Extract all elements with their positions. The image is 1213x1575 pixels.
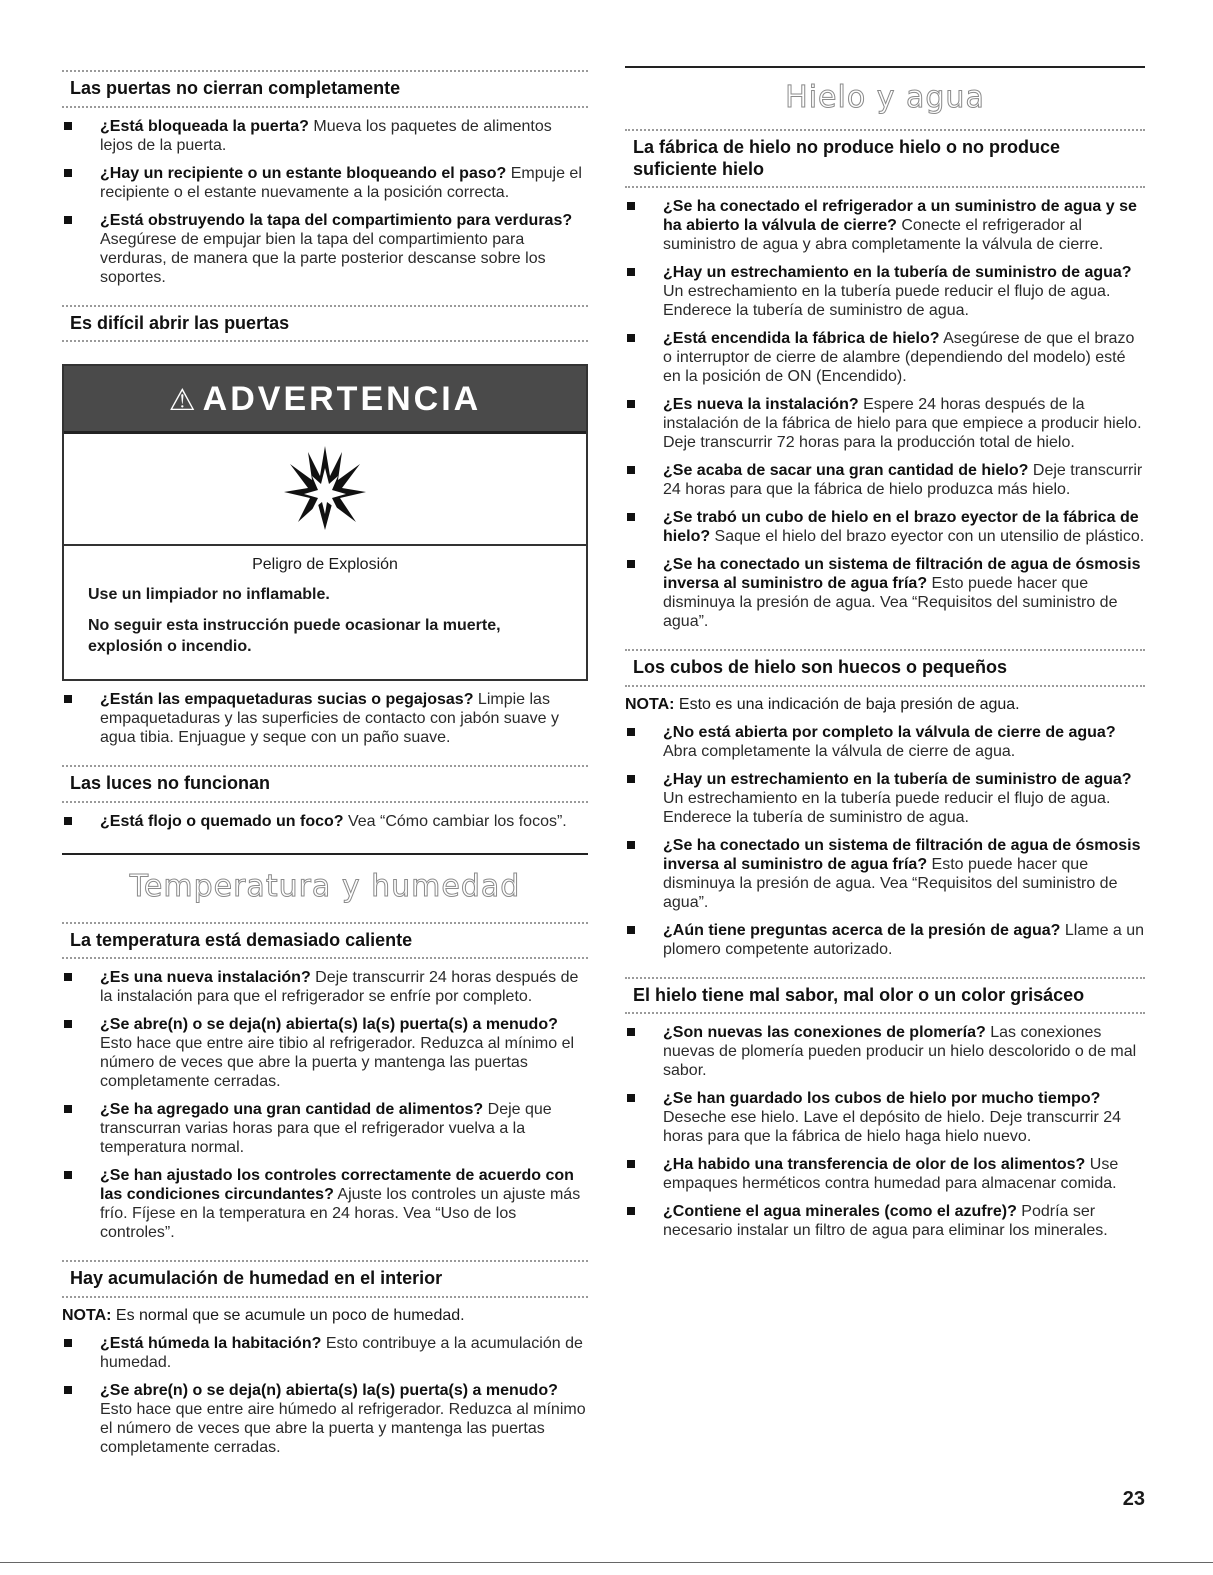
question: ¿Se ha conectado un sistema de filtración de agua de ósmosis inversa al suministro de agua fría? [663, 836, 1141, 873]
list-lights [62, 812, 588, 831]
list-item [625, 723, 1145, 761]
section-title-ice-water: Hielo y agua [785, 80, 985, 115]
answer: Use empaques herméticos contra humedad para almacenar comida. [663, 1156, 1119, 1193]
heading-doors-open: Es difícil abrir las puertas [62, 305, 588, 343]
list-item [625, 770, 1145, 827]
explosion-icon [280, 442, 370, 532]
bottom-rule [0, 1562, 1213, 1563]
answer: Espere 24 horas después de la instalación de la fábrica de hielo para que empiece a producir hielo. Deje transcurrir 72 horas para la producción total de hielo. [663, 396, 1142, 452]
list-item [62, 1381, 588, 1457]
question: ¿Se acaba de sacar una gran cantidad de hielo? [663, 462, 1029, 480]
list-bad-taste [625, 1023, 1145, 1240]
question: ¿Ha habido una transferencia de olor de los alimentos? [663, 1156, 1086, 1174]
warning-hazard: Peligro de Explosión [252, 556, 398, 574]
section-rule [62, 853, 588, 855]
answer: Abra completamente la válvula de cierre de agua. [663, 742, 1016, 760]
note-text: Esto es una indicación de baja presión de agua. [674, 695, 1020, 713]
question: ¿Aún tiene preguntas acerca de la presión de agua? [663, 921, 1061, 939]
answer: Ajuste los controles un ajuste más frío. Fíjese en la temperatura en 24 horas. Vea “Uso de los controles”. [100, 1186, 581, 1242]
question: ¿Se abre(n) o se deja(n) abierta(s) la(s) puerta(s) a menudo? [100, 1016, 558, 1034]
hollow-note [625, 695, 1145, 714]
right-column [625, 60, 1145, 1240]
answer: Esto contribuye a la acumulación de humedad. [100, 1334, 583, 1371]
answer: Deseche ese hielo. Lave el depósito de hielo. Deje transcurrir 24 horas para que la fábrica de hielo haga hielo nuevo. [663, 1109, 1122, 1146]
list-doors-open [62, 690, 588, 747]
note-label: NOTA: [625, 695, 675, 713]
answer: Vea “Cómo cambiar los focos”. [343, 812, 567, 830]
heading-bad-taste: El hielo tiene mal sabor, mal olor o un color grisáceo [625, 977, 1145, 1015]
list-item [62, 690, 588, 747]
left-column [62, 60, 588, 1457]
list-item [625, 1202, 1145, 1240]
question: ¿Hay un recipiente o un estante bloqueando el paso? [100, 164, 507, 182]
answer: Llame a un plomero competente autorizado. [663, 921, 1145, 958]
question: ¿Son nuevas las conexiones de plomería? [663, 1024, 986, 1042]
question: ¿Están las empaquetaduras sucias o pegajosas? [100, 691, 474, 709]
answer: Un estrechamiento en la tubería puede reducir el flujo de agua. Enderece la tubería de suministro de agua. [663, 789, 1111, 826]
question: ¿Hay un estrechamiento en la tubería de suministro de agua? [663, 770, 1132, 788]
answer: Deje que transcurran varias horas para que el refrigerador vuelva a la temperatura normal. [100, 1101, 552, 1157]
list-ice-maker [625, 197, 1145, 631]
heading-ice-maker: La fábrica de hielo no produce hielo o no produce suficiente hielo [625, 129, 1145, 188]
answer: Deje transcurrir 24 horas para que la fábrica de hielo produzca más hielo. [663, 462, 1143, 499]
list-item [625, 461, 1145, 499]
humidity-note [62, 1306, 588, 1325]
answer: Deje transcurrir 24 horas después de la instalación para que el refrigerador se enfríe por completo. [100, 969, 579, 1006]
answer: Asegúrese de empujar bien la tapa del compartimiento para verduras, de manera que la parte posterior descanse sobre los soportes. [100, 230, 546, 286]
list-item [625, 197, 1145, 254]
answer: Asegúrese de que el brazo o interruptor de cierre de alambre (dependiendo del modelo) esté en la posición de ON (Encendido). [663, 330, 1135, 386]
list-hollow-cubes [625, 723, 1145, 959]
page-number: 23 [1122, 1488, 1145, 1510]
list-item [62, 211, 588, 287]
list-item [625, 1023, 1145, 1080]
list-item [625, 263, 1145, 320]
answer: Saque el hielo del brazo eyector con un utensilio de plástico. [710, 528, 1145, 546]
answer: Las conexiones nuevas de plomería pueden producir un hielo descolorido o de mal sabor. [663, 1024, 1137, 1080]
question: ¿Está húmeda la habitación? [100, 1334, 322, 1352]
list-item [62, 1100, 588, 1157]
question: ¿Es una nueva instalación? [100, 969, 311, 987]
question: ¿Se han guardado los cubos de hielo por mucho tiempo? [663, 1090, 1101, 1108]
answer: Limpie las empaquetaduras y las superficies de contacto con jabón suave y agua tibia. Enjuague y seque con un paño suave. [100, 691, 559, 747]
question: ¿Está obstruyendo la tapa del compartimiento para verduras? [100, 211, 573, 229]
question: ¿Se trabó un cubo de hielo en el brazo eyector de la fábrica de hielo? [663, 509, 1139, 546]
list-item [625, 395, 1145, 452]
question: ¿Es nueva la instalación? [663, 396, 859, 414]
question: ¿Contiene el agua minerales (como el azufre)? [663, 1203, 1017, 1221]
list-item [625, 508, 1145, 546]
question: ¿Está flojo o quemado un foco? [100, 812, 344, 830]
heading-lights: Las luces no funcionan [62, 765, 588, 803]
warning-body [64, 546, 586, 679]
answer: Podría ser necesario instalar un filtro de agua para eliminar los minerales. [663, 1203, 1108, 1240]
answer: Esto puede hacer que disminuya la presión de agua. Vea “Requisitos del suministro de agua”. [663, 855, 1118, 911]
answer: Mueva los paquetes de alimentos lejos de la puerta. [100, 117, 552, 154]
list-item [625, 555, 1145, 631]
answer: Un estrechamiento en la tubería puede reducir el flujo de agua. Enderece la tubería de suministro de agua. [663, 283, 1111, 320]
question: ¿Se ha conectado el refrigerador a un suministro de agua y se ha abierto la válvula de cierre? [663, 198, 1137, 235]
note-text: Es normal que se acumule un poco de humedad. [111, 1306, 465, 1324]
list-item [625, 1155, 1145, 1193]
question: ¿Se ha agregado una gran cantidad de alimentos? [100, 1101, 484, 1119]
answer: Conecte el refrigerador al suministro de agua y abra completamente la válvula de cierre. [663, 217, 1104, 254]
list-item [625, 1089, 1145, 1146]
heading-humidity: Hay acumulación de humedad en el interior [62, 1260, 588, 1298]
list-item [62, 1166, 588, 1242]
section-title-temperature: Temperatura y humedad [129, 868, 521, 904]
question: ¿Hay un estrechamiento en la tubería de suministro de agua? [663, 264, 1132, 282]
section-rule [625, 66, 1145, 68]
answer: Esto puede hacer que disminuya la presión de agua. Vea “Requisitos del suministro de agua”. [663, 575, 1118, 631]
list-doors-close [62, 117, 588, 287]
list-item [62, 1015, 588, 1091]
warning-header [64, 366, 586, 434]
list-humidity [62, 1334, 588, 1457]
question: ¿No está abierta por completo la válvula de cierre de agua? [663, 723, 1116, 741]
list-item [625, 836, 1145, 912]
question: ¿Está bloqueada la puerta? [100, 117, 309, 135]
heading-hollow-cubes: Los cubos de hielo son huecos o pequeños [625, 649, 1145, 687]
list-item [62, 968, 588, 1006]
heading-doors-close: Las puertas no cierran completamente [62, 70, 588, 108]
answer: Esto hace que entre aire húmedo al refrigerador. Reduzca al mínimo el número de veces que abre la puerta y mantenga las puertas completamente cerradas. [100, 1400, 586, 1456]
question: ¿Se han ajustado los controles correctamente de acuerdo con las condiciones circundantes? [100, 1167, 574, 1204]
list-item [625, 921, 1145, 959]
answer: Esto hace que entre aire tibio al refrigerador. Reduzca al mínimo el número de veces que abre la puerta y mantenga las puertas completamente cerradas. [100, 1035, 575, 1091]
question: ¿Se abre(n) o se deja(n) abierta(s) la(s) puerta(s) a menudo? [100, 1381, 558, 1399]
list-item [625, 329, 1145, 386]
heading-temperature: La temperatura está demasiado caliente [62, 922, 588, 960]
list-temperature [62, 968, 588, 1242]
warning-box [62, 364, 588, 681]
list-item [62, 164, 588, 202]
question: ¿Está encendida la fábrica de hielo? [663, 330, 940, 348]
explosion-icon-area [64, 434, 586, 546]
warning-line-1: Use un limpiador no inflamable. [88, 586, 330, 604]
warning-triangle-icon: ⚠ [168, 384, 199, 418]
list-item [62, 1334, 588, 1372]
list-item [62, 117, 588, 155]
note-label: NOTA: [62, 1306, 112, 1324]
question: ¿Se ha conectado un sistema de filtración de agua de ósmosis inversa al suministro de agua fría? [663, 556, 1141, 593]
warning-line-2: No seguir esta instrucción puede ocasionar la muerte, explosión o incendio. [88, 617, 501, 656]
answer: Empuje el recipiente o el estante nuevamente a la posición correcta. [100, 164, 582, 201]
list-item [62, 812, 588, 831]
warning-title: ADVERTENCIA [202, 380, 482, 419]
